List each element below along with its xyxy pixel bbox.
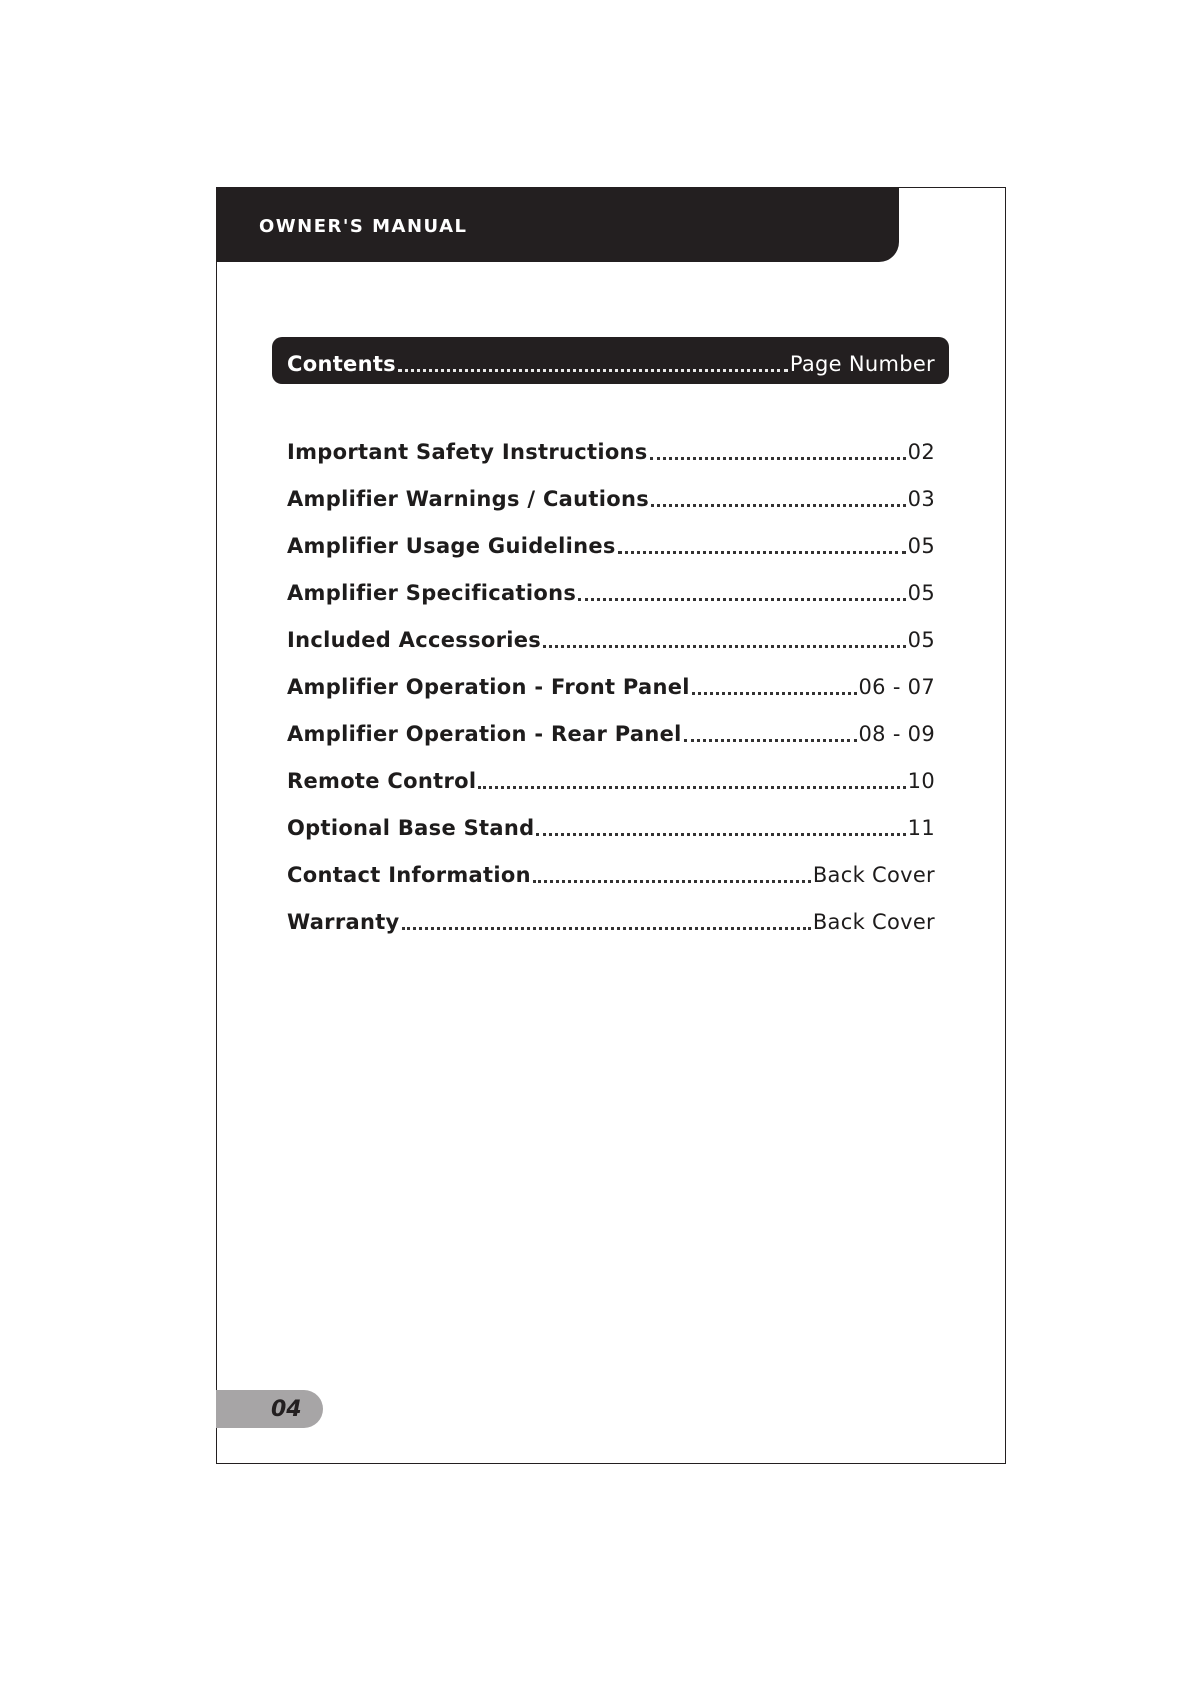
dot-leader	[543, 645, 906, 648]
toc-entry-title: Included Accessories	[287, 628, 542, 652]
toc-entry-page: Back Cover	[812, 863, 935, 887]
dot-leader	[536, 833, 905, 836]
toc-entry[interactable]	[287, 807, 935, 841]
toc-entry-page: 06 - 07	[858, 675, 935, 699]
page-number: 04	[271, 1397, 302, 1422]
dot-leader	[684, 739, 857, 742]
toc-entry-title: Warranty	[287, 910, 400, 934]
dot-leader	[618, 551, 906, 554]
toc-entry-title: Amplifier Specifications	[287, 581, 577, 605]
manual-title: OWNER'S MANUAL	[259, 216, 468, 237]
toc-entry-page: 08 - 09	[858, 722, 935, 746]
toc-entry[interactable]	[287, 666, 935, 700]
toc-entry[interactable]	[287, 854, 935, 888]
dot-leader	[650, 457, 906, 460]
dot-leader	[692, 692, 857, 695]
toc-entry-page: 11	[907, 816, 935, 840]
toc-entry-page: Back Cover	[812, 910, 935, 934]
toc-entry[interactable]	[287, 713, 935, 747]
dot-leader	[578, 598, 906, 601]
page-number-label: Page Number	[789, 352, 935, 376]
toc-entry-title: Optional Base Stand	[287, 816, 535, 840]
toc-entry-page: 10	[907, 769, 935, 793]
toc-entry-page: 02	[907, 440, 935, 464]
toc-entry[interactable]	[287, 619, 935, 653]
dot-leader	[533, 880, 811, 883]
toc-entry-title: Amplifier Warnings / Cautions	[287, 487, 650, 511]
dot-leader	[402, 927, 811, 930]
toc-entry-page: 05	[907, 534, 935, 558]
toc-entry[interactable]	[287, 525, 935, 559]
dot-leader	[478, 786, 905, 789]
toc-entry-title: Amplifier Usage Guidelines	[287, 534, 616, 558]
contents-label: Contents	[287, 352, 396, 376]
toc-entry-title: Amplifier Operation - Rear Panel	[287, 722, 682, 746]
toc-entry-title: Important Safety Instructions	[287, 440, 648, 464]
toc-entry[interactable]	[287, 431, 935, 465]
toc-entry[interactable]	[287, 760, 935, 794]
page-number-tab	[216, 1390, 323, 1428]
dot-leader	[651, 504, 906, 507]
toc-entry[interactable]	[287, 572, 935, 606]
toc-entry-page: 05	[907, 628, 935, 652]
toc-entry[interactable]	[287, 901, 935, 935]
toc-entry-page: 05	[907, 581, 935, 605]
toc-entry-title: Contact Information	[287, 863, 531, 887]
toc-entry-title: Amplifier Operation - Front Panel	[287, 675, 690, 699]
toc-entry[interactable]	[287, 478, 935, 512]
toc-entry-page: 03	[907, 487, 935, 511]
toc-entry-title: Remote Control	[287, 769, 477, 793]
